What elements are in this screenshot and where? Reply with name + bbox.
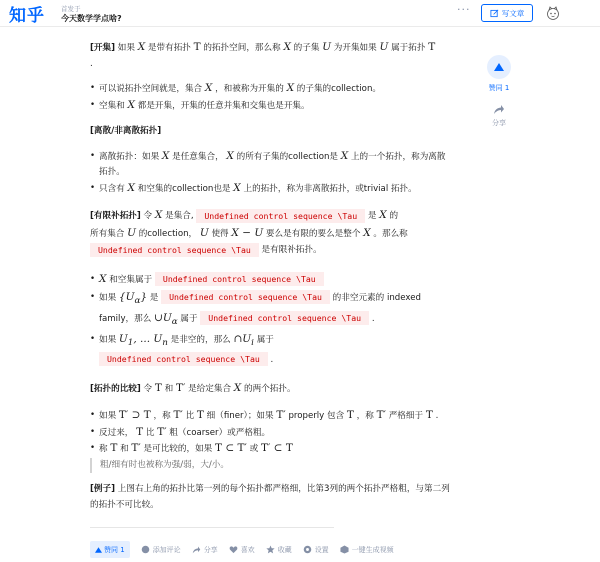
discrete-tag: [离散/非离散拓扑]: [90, 126, 162, 136]
comment-button[interactable]: [141, 545, 181, 555]
text: 所有集合: [90, 228, 128, 239]
write-article-button[interactable]: [481, 4, 533, 22]
text: 或: [246, 444, 261, 455]
text: 是: [365, 211, 380, 221]
text: 。那么称: [370, 228, 408, 239]
rail-vote-label[interactable]: 赞同 1: [488, 84, 510, 92]
text: 是可比较的，如果: [140, 444, 216, 455]
math-X-minus-U: X − U: [231, 226, 264, 239]
text: 离散拓扑：如果: [99, 151, 162, 162]
math-X: X: [283, 41, 291, 53]
text: 如果: [99, 334, 119, 345]
finite-complement-tag: [有限补拓扑]: [90, 211, 141, 221]
side-action-rail: [478, 55, 520, 128]
favorite-button[interactable]: [266, 545, 292, 555]
settings-label: 设置: [314, 545, 329, 554]
gear-icon: [303, 545, 312, 554]
favorite-label: 收藏: [277, 545, 292, 554]
like-label: 喜欢: [240, 545, 255, 554]
comment-icon: [141, 545, 150, 554]
text: 令: [140, 211, 155, 221]
math-U: U: [322, 41, 332, 53]
text: 要么是有限的要么是整个: [263, 228, 364, 239]
comparison-list: [90, 408, 452, 458]
math-X: X: [233, 381, 242, 394]
text: 和空集的collection也是: [135, 183, 234, 194]
example-paragraph: [90, 482, 452, 513]
text: 是集合,: [162, 211, 197, 221]
list-item: [90, 289, 452, 331]
list-item: [90, 425, 452, 442]
text: 比: [143, 427, 158, 438]
math-U: U: [127, 226, 136, 239]
math-T-prime: T′: [276, 409, 286, 422]
math-T-prime: T′: [376, 409, 386, 422]
math-T: T: [425, 409, 433, 422]
text: 是非空的，那么: [167, 334, 234, 345]
text: 是任意集合，: [169, 151, 227, 162]
upvote-triangle-icon: [494, 63, 504, 71]
text: 上的一个拓扑，称为离散拓扑。: [99, 151, 446, 177]
math-X: X: [204, 82, 213, 94]
upvote-triangle-icon: [95, 547, 102, 553]
math-T: T: [428, 41, 436, 53]
write-article-label: 写文章: [501, 8, 525, 18]
text: 的: [386, 211, 399, 221]
math-T-subset-T-prime: T ⊂ T′: [215, 442, 247, 455]
comparison-tag: [拓扑的比较]: [90, 383, 141, 394]
text: 如果: [99, 411, 119, 422]
text: 使得: [208, 228, 232, 239]
latex-error: Undefined control sequence \Tau: [200, 311, 369, 325]
text: 属于: [253, 334, 274, 345]
text: 的两个拓扑。: [241, 383, 296, 394]
text: 严格细于: [385, 411, 426, 422]
text: ，和被称为开集的: [212, 84, 287, 94]
text: ，称: [353, 411, 377, 422]
open-set-tag: [开集]: [90, 43, 116, 53]
math-T: T: [110, 442, 118, 455]
open-set-list: [90, 81, 452, 114]
math-union-U-alpha: $\cup U_\alpha$: [154, 311, 178, 327]
math-T-prime-supset-T: T′ ⊃ T: [118, 409, 151, 422]
like-button[interactable]: [229, 545, 255, 555]
math-T: T: [154, 381, 162, 394]
math-X: X: [233, 181, 241, 194]
rail-share-button[interactable]: [488, 101, 510, 117]
text: 是带有拓扑: [145, 43, 194, 53]
math-U-alpha-family: $\{U_\alpha\}$: [118, 290, 148, 306]
text: 可以说拓扑空间就是，集合: [99, 84, 205, 94]
text: 和: [117, 444, 132, 455]
math-X: X: [286, 82, 295, 94]
zhihu-logo[interactable]: 知乎: [9, 6, 45, 26]
text: 和: [161, 383, 176, 394]
math-T: T: [346, 409, 354, 422]
heart-icon: [229, 545, 238, 554]
text: .: [90, 58, 93, 69]
latex-error: Undefined control sequence \Tau: [90, 243, 259, 257]
topology-comparison-paragraph: [90, 381, 452, 398]
latex-error: Undefined control sequence \Tau: [196, 209, 365, 223]
finite-complement-paragraph: [90, 207, 452, 259]
share-button[interactable]: [192, 545, 218, 555]
text: 细（finer）；如果: [203, 411, 277, 422]
math-T-prime: T′: [173, 409, 183, 422]
math-U1-Un: $U_1$, ... $U_n$: [118, 332, 168, 348]
math-X: X: [340, 149, 349, 162]
published-in-label: 首发于: [61, 5, 81, 13]
generate-video-label: 一键生成视频: [351, 545, 394, 554]
math-X: X: [99, 272, 107, 285]
list-item: [90, 98, 452, 115]
avatar[interactable]: [545, 5, 561, 21]
article-body: [90, 40, 452, 513]
top-header: [0, 0, 600, 27]
text: .: [267, 354, 274, 365]
text: 是: [147, 292, 162, 303]
text: 比: [182, 411, 197, 422]
open-set-paragraph: [90, 40, 452, 72]
rail-share-label[interactable]: 分享: [492, 119, 506, 127]
text: 令: [140, 383, 155, 394]
list-item: [90, 181, 452, 198]
text: ，称: [150, 411, 174, 422]
text: 都是开集，开集的任意并集和交集也是开集。: [135, 100, 310, 111]
math-T: T: [193, 41, 201, 53]
latex-error: Undefined control sequence \Tau: [161, 290, 330, 304]
text: 的子集的collection。: [294, 84, 381, 94]
text: 称: [99, 444, 111, 455]
text: 只含有: [99, 183, 128, 194]
text: 属于: [177, 313, 201, 324]
math-U: U: [379, 41, 389, 53]
comment-label: 添加评论: [152, 545, 181, 554]
divider: [90, 527, 334, 528]
math-intersection-Ui: $\cap U_i$: [233, 332, 254, 348]
list-item: [90, 331, 452, 369]
text: 上图右上角的拓扑比第一列的每个拓扑都严格细，比第3列的两个拓扑严格粗，与第二列的拓扑不可比较。: [90, 484, 450, 510]
math-T: T: [136, 425, 144, 438]
text: properly 包含: [285, 411, 347, 422]
text: 属于拓扑: [388, 43, 429, 53]
math-X: X: [363, 226, 371, 239]
math-U: U: [199, 226, 209, 239]
list-item: [90, 271, 452, 289]
share-icon: [192, 545, 201, 554]
text: 为开集如果: [331, 43, 380, 53]
video-icon: [340, 545, 349, 554]
math-X: X: [137, 41, 146, 53]
settings-button[interactable]: [303, 545, 329, 555]
share-label: 分享: [203, 545, 218, 554]
text: 的collection，: [135, 228, 200, 239]
blockquote: 粗/细有时也被称为强/弱，大/小。: [90, 458, 452, 474]
text: 和空集属于: [106, 274, 155, 285]
example-tag: [例子]: [90, 484, 116, 495]
latex-error: Undefined control sequence \Tau: [155, 272, 324, 286]
math-T-prime: T′: [157, 425, 167, 438]
math-T-prime: T′: [175, 381, 186, 394]
list-item: [90, 408, 452, 425]
text: 的所有子集的collection是: [233, 151, 341, 162]
math-T-prime: T′: [131, 442, 141, 455]
math-X: X: [226, 149, 234, 162]
math-X: X: [161, 149, 170, 162]
math-T-prime-subset-T: T′ ⊂ T: [260, 442, 293, 455]
finite-complement-list: [90, 271, 452, 369]
text: 如果: [115, 43, 138, 53]
generate-video-button[interactable]: [340, 545, 394, 555]
text: 反过来，: [99, 427, 137, 438]
math-X: X: [154, 209, 163, 221]
math-T: T: [196, 409, 204, 422]
vote-label: 赞同 1: [104, 545, 125, 554]
math-X: X: [127, 98, 135, 111]
vote-button[interactable]: [90, 541, 130, 558]
article-action-bar: [90, 541, 394, 558]
share-icon: [493, 103, 505, 115]
rail-vote-button[interactable]: [487, 55, 511, 79]
text: 是有限补拓扑。: [258, 245, 322, 255]
math-X: X: [379, 209, 387, 221]
discrete-list: [90, 149, 452, 198]
text: 的子集: [290, 43, 323, 53]
star-icon: [266, 545, 275, 554]
edit-icon: [490, 9, 499, 18]
column-title[interactable]: 今天数学学点啥?: [61, 14, 122, 23]
text: 如果: [99, 292, 119, 303]
text: 空集和: [99, 100, 128, 111]
more-icon[interactable]: ···: [457, 3, 471, 16]
text: .: [432, 411, 439, 422]
text: 的拓扑空间，那么称: [200, 43, 284, 53]
text: 粗（coarser）或严格粗。: [166, 427, 271, 438]
text: 是给定集合: [185, 383, 234, 394]
math-X: X: [127, 181, 135, 194]
list-item: [90, 81, 452, 98]
text: 的非空元素的 indexed family，那么: [99, 292, 421, 324]
list-item: [90, 149, 452, 181]
text: .: [369, 313, 375, 324]
latex-error: Undefined control sequence \Tau: [99, 352, 268, 366]
text: 上的拓扑，称为非离散拓扑，或trivial 拓扑。: [240, 183, 417, 194]
list-item: [90, 441, 452, 458]
